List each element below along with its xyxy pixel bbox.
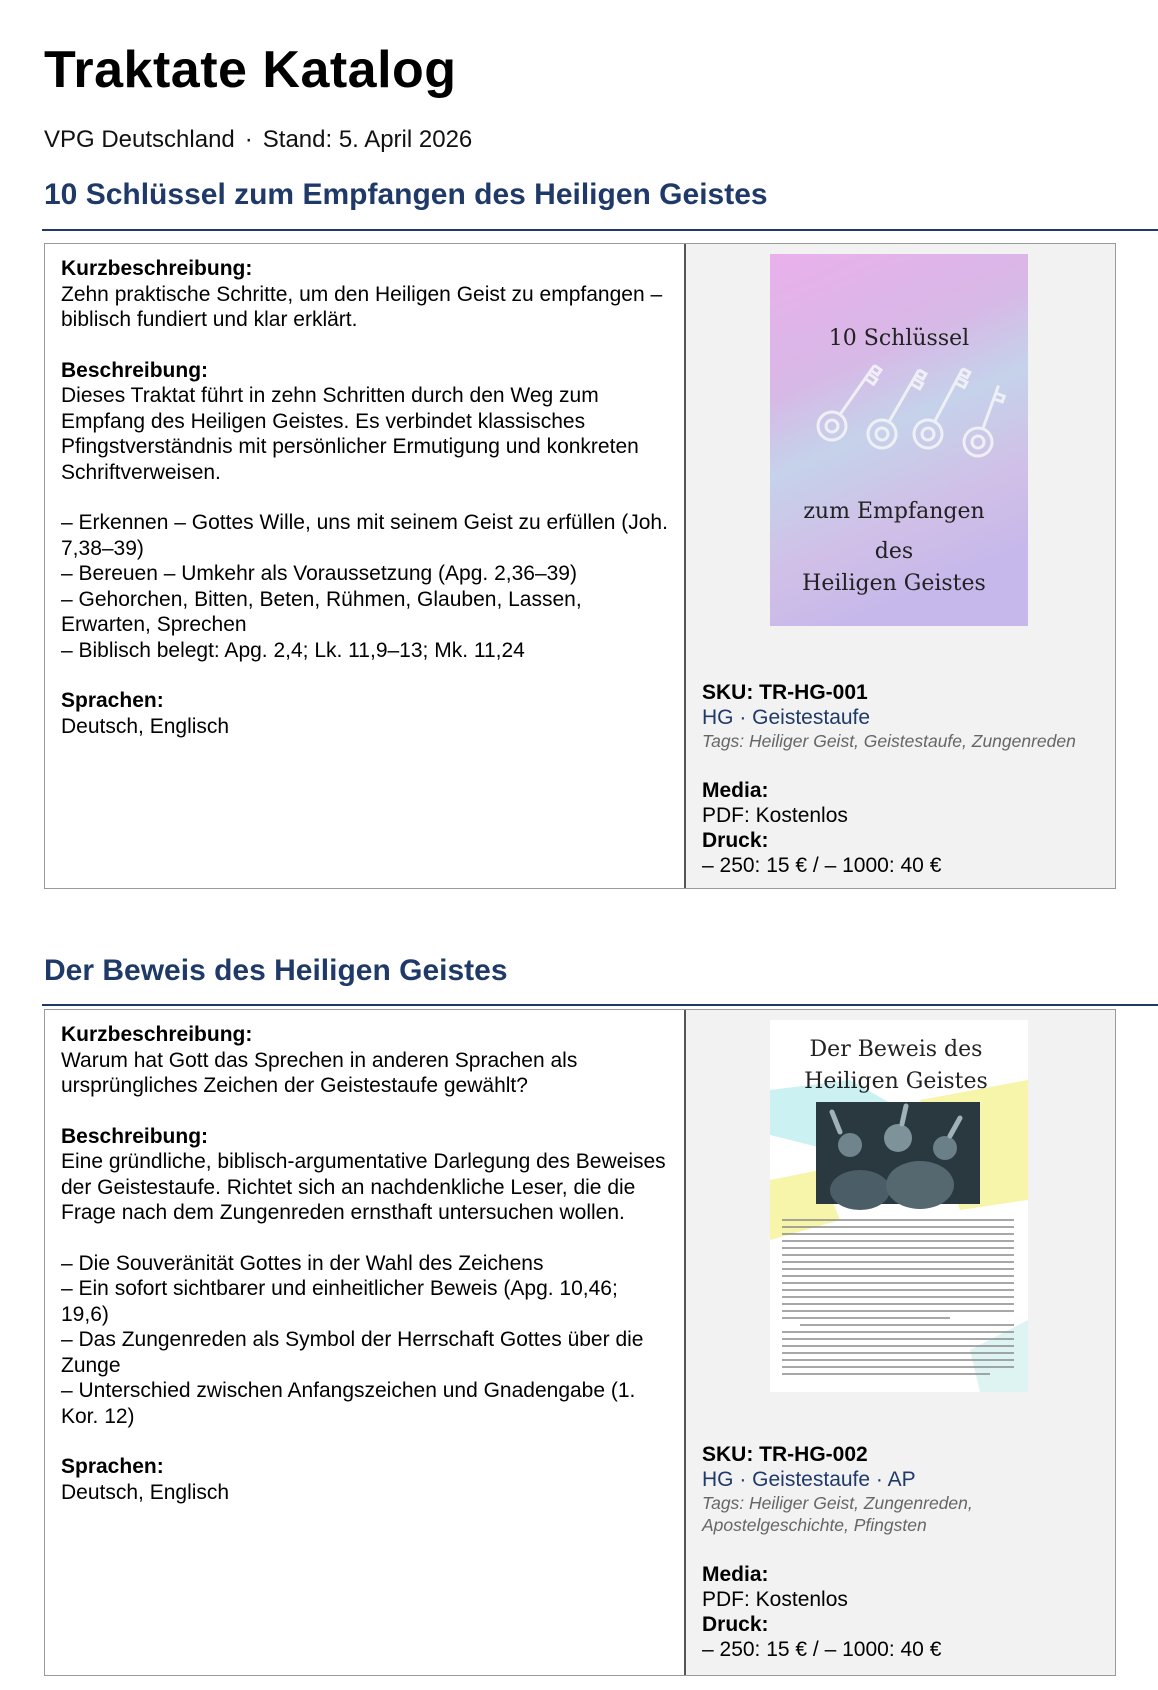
tags: Tags: Heiliger Geist, Geistestaufe, Zungenreden xyxy=(702,731,1076,751)
media-label: Media: xyxy=(702,779,769,802)
worship-crowd-photo xyxy=(816,1102,980,1210)
languages: Deutsch, Englisch xyxy=(61,1480,230,1504)
key-points xyxy=(61,1251,668,1430)
tract-cover-image[interactable] xyxy=(770,1020,1028,1392)
section-divider xyxy=(42,1004,1158,1006)
tags: Tags: Heiliger Geist, Zungenreden, Apostelgeschichte, Pfingsten xyxy=(702,1493,973,1535)
key-points xyxy=(61,510,668,663)
print-label: Druck: xyxy=(702,1613,769,1636)
page-title: Traktate Katalog xyxy=(44,41,457,99)
sku: SKU: TR-HG-001 xyxy=(702,681,868,704)
media-label: Media: xyxy=(702,1563,769,1586)
description: Dieses Traktat führt in zehn Schritten durch den Weg zum Empfang des Heiligen Geistes. Es verbindet klassisches Pfingstverständnis mit persönlicher Ermutigung und konkreten Schriftverweisen. xyxy=(61,384,639,484)
categories[interactable]: HG · Geistestaufe xyxy=(702,706,871,729)
languages-label: Sprachen: xyxy=(61,689,164,712)
cover-title-line: des xyxy=(874,539,914,564)
tract-meta xyxy=(702,1442,1002,1662)
languages: Deutsch, Englisch xyxy=(61,714,230,738)
tract-meta-column xyxy=(684,1010,1115,1675)
key-point: – Die Souveränität Gottes in der Wahl des Zeichens xyxy=(61,1251,544,1275)
categories[interactable]: HG · Geistestaufe · AP xyxy=(702,1468,916,1491)
print-prices: – 250: 15 € / – 1000: 40 € xyxy=(702,854,942,877)
short-description-label: Kurzbeschreibung: xyxy=(61,257,253,280)
print-prices: – 250: 15 € / – 1000: 40 € xyxy=(702,1638,942,1661)
description-label: Beschreibung: xyxy=(61,1124,209,1148)
cover-title-line: Der Beweis des xyxy=(809,1037,983,1062)
short-description-label: Kurzbeschreibung: xyxy=(61,1023,253,1046)
tract-title: 10 Schlüssel zum Empfangen des Heiligen Geistes xyxy=(44,178,768,211)
key-point: – Bereuen – Umkehr als Voraussetzung (Apg. 2,36–39) xyxy=(61,562,577,585)
publisher: VPG Deutschland xyxy=(44,126,235,153)
key-point: – Unterschied zwischen Anfangszeichen und Gnadengabe (1. Kor. 12) xyxy=(61,1379,636,1428)
separator: · xyxy=(244,126,253,153)
print-label: Druck: xyxy=(702,829,769,852)
pdf-price: PDF: Kostenlos xyxy=(702,804,848,827)
description: Eine gründliche, biblisch-argumentative Darlegung des Beweises der Geistestaufe. Richtet sich an nachdenkliche Leser, die die Frage nach dem Zungenreden ernsthaft untersuchen wollen. xyxy=(61,1150,666,1224)
pdf-price: PDF: Kostenlos xyxy=(702,1588,848,1611)
description-label: Beschreibung: xyxy=(61,358,209,382)
tract-meta xyxy=(702,680,1076,878)
key-point: – Gehorchen, Bitten, Beten, Rühmen, Glauben, Lassen, Erwarten, Sprechen xyxy=(61,587,582,636)
short-description: Warum hat Gott das Sprechen in anderen Sprachen als ursprüngliches Zeichen der Geistestaufe gewählt? xyxy=(61,1048,578,1097)
short-description: Zehn praktische Schritte, um den Heiligen Geist zu empfangen – biblisch fundiert und klar erklärt. xyxy=(61,282,663,331)
cover-title-line: 10 Schlüssel xyxy=(828,326,970,351)
tract-meta-column xyxy=(684,244,1115,888)
subtitle xyxy=(44,126,472,154)
cover-title-line: Heiligen Geistes xyxy=(804,1069,988,1094)
key-point: – Das Zungenreden als Symbol der Herrschaft Gottes über die Zunge xyxy=(61,1328,644,1377)
key-point: – Biblisch belegt: Apg. 2,4; Lk. 11,9–13; Mk. 11,24 xyxy=(61,638,525,662)
tract-cover-image[interactable] xyxy=(770,254,1028,626)
tract-title: Der Beweis des Heiligen Geistes xyxy=(44,954,508,987)
cover-title-line: Heiligen Geistes xyxy=(802,571,986,596)
tract-card xyxy=(44,1009,1116,1676)
tract-card xyxy=(44,243,1116,889)
tract-description-column xyxy=(45,1010,684,1675)
key-point: – Erkennen – Gottes Wille, uns mit seinem Geist zu erfüllen (Joh. 7,38–39) xyxy=(61,511,668,560)
date-stamp: Stand: 5. April 2026 xyxy=(262,126,473,153)
cover-title-line: zum Empfangen xyxy=(803,499,985,524)
sku: SKU: TR-HG-002 xyxy=(702,1443,868,1466)
languages-label: Sprachen: xyxy=(61,1455,164,1478)
section-divider xyxy=(42,229,1158,231)
tract-description-column xyxy=(45,244,684,888)
key-point: – Ein sofort sichtbarer und einheitlicher Beweis (Apg. 10,46; 19,6) xyxy=(61,1277,618,1326)
